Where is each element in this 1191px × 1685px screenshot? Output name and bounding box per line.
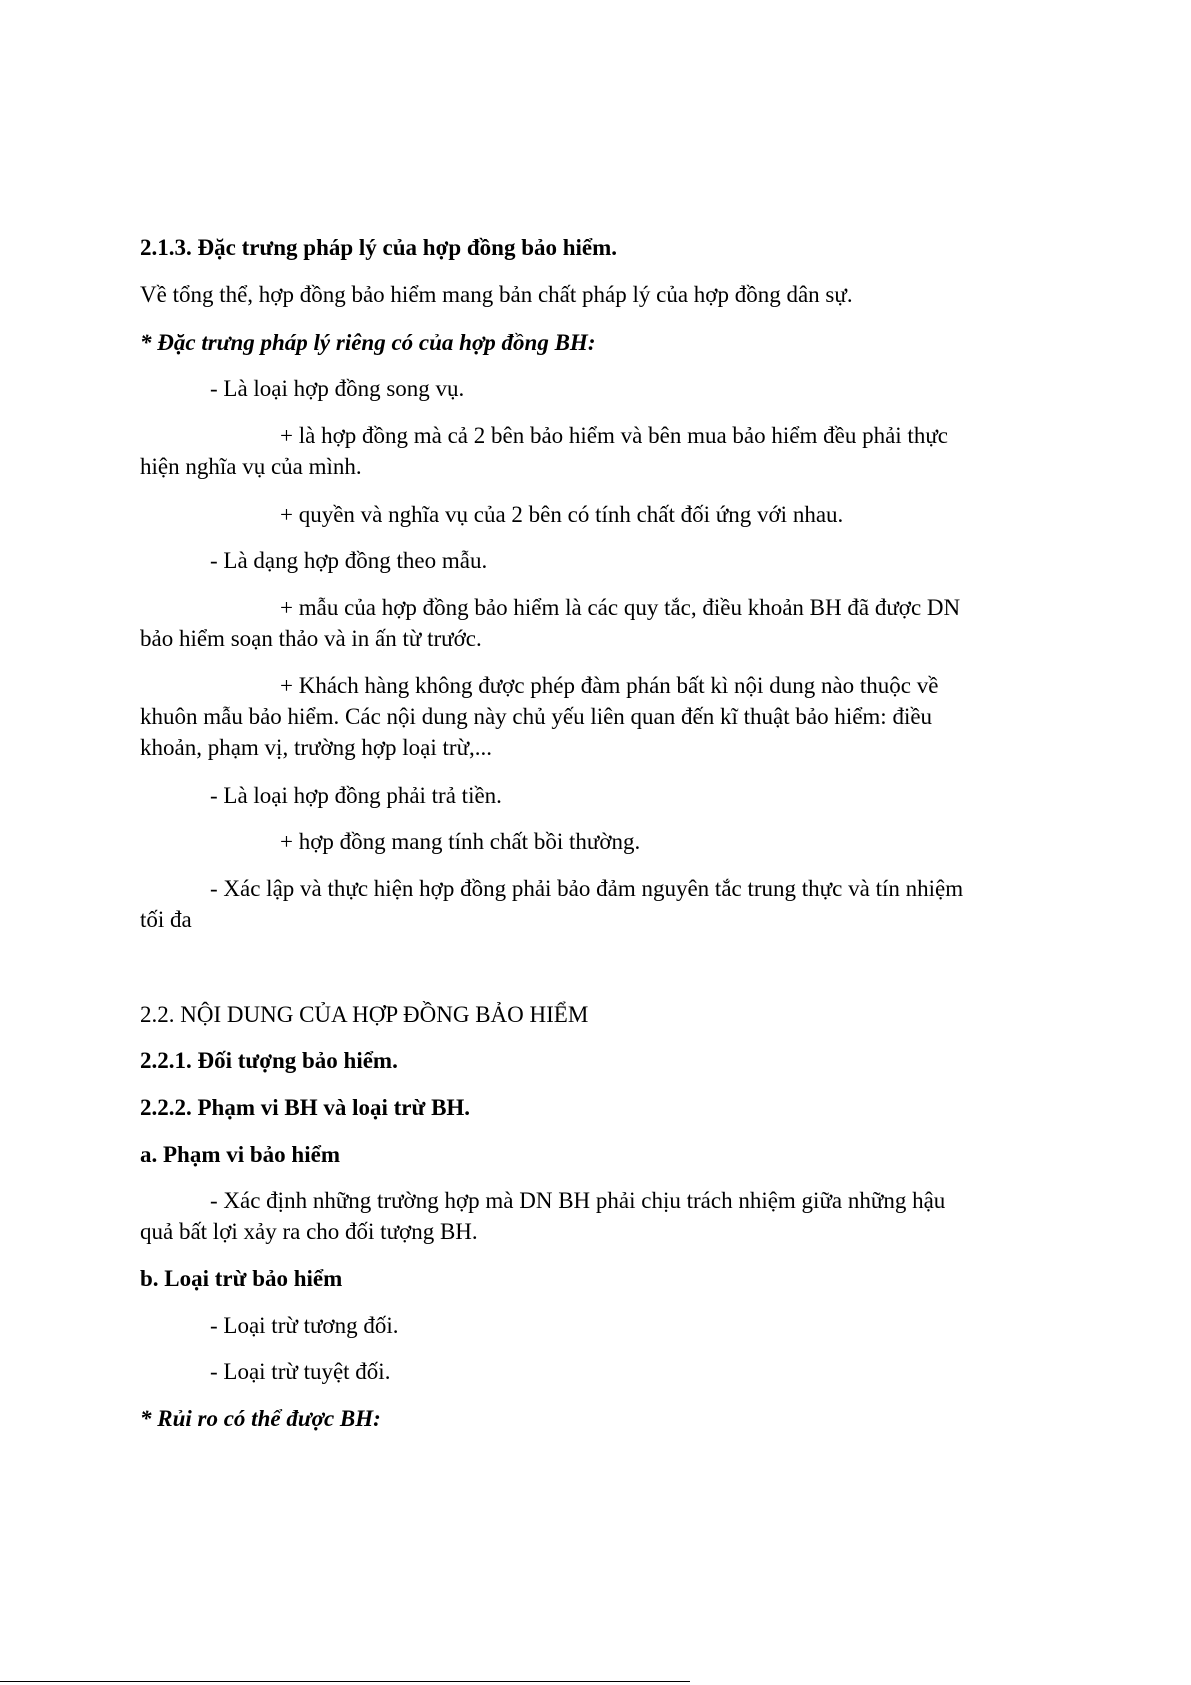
heading-2-2-2: 2.2.2. Phạm vi BH và loại trừ BH. [140,1095,471,1120]
subheading-legal-features: * Đặc trưng pháp lý riêng có của hợp đồng BH: [140,330,596,355]
heading-2-1-3: 2.1.3. Đặc trưng pháp lý của hợp đồng bảo hiểm. [140,235,618,260]
list-item: - Loại trừ tuyệt đối. [210,1359,391,1384]
sub-list-item: + Khách hàng không được phép đàm phán bất kì nội dung nào thuộc về [280,673,939,698]
sub-list-item-continuation: bảo hiểm soạn thảo và in ấn từ trước. [140,626,482,651]
sub-list-item-continuation: khoản, phạm vị, trường hợp loại trừ,... [140,735,493,760]
list-item: - Xác lập và thực hiện hợp đồng phải bảo đảm nguyên tắc trung thực và tín nhiệm [210,876,964,901]
list-item: - Là dạng hợp đồng theo mẫu. [210,548,488,573]
subheading-insurable-risks: * Rủi ro có thể được BH: [140,1406,381,1431]
list-item-continuation: quả bất lợi xảy ra cho đối tượng BH. [140,1219,478,1244]
sub-list-item-continuation: hiện nghĩa vụ của mình. [140,454,362,479]
sub-list-item-continuation: khuôn mẫu bảo hiểm. Các nội dung này chủ yếu liên quan đến kĩ thuật bảo hiểm: điều [140,704,933,729]
paragraph-text: Về tổng thể, hợp đồng bảo hiểm mang bản chất pháp lý của hợp đồng dân sự. [140,282,853,307]
list-item: - Loại trừ tương đối. [210,1313,399,1338]
list-item: - Là loại hợp đồng phải trả tiền. [210,783,502,808]
heading-2-2-1: 2.2.1. Đối tượng bảo hiểm. [140,1048,398,1073]
sub-list-item: + mẫu của hợp đồng bảo hiểm là các quy tắc, điều khoản BH đã được DN [280,595,961,620]
list-item: - Xác định những trường hợp mà DN BH phải chịu trách nhiệm giữa những hậu [210,1188,946,1213]
sub-list-item: + quyền và nghĩa vụ của 2 bên có tính chất đối ứng với nhau. [280,502,844,527]
list-item: - Là loại hợp đồng song vụ. [210,376,465,401]
sub-list-item: + hợp đồng mang tính chất bồi thường. [280,829,641,854]
section-heading-2-2: 2.2. NỘI DUNG CỦA HỢP ĐỒNG BẢO HIỂM [140,1002,589,1027]
sub-list-item: + là hợp đồng mà cả 2 bên bảo hiểm và bên mua bảo hiểm đều phải thực [280,423,948,448]
footer-rule [0,1681,690,1683]
list-item-continuation: tối đa [140,907,192,932]
heading-a: a. Phạm vi bảo hiểm [140,1142,340,1167]
heading-b: b. Loại trừ bảo hiểm [140,1266,343,1291]
